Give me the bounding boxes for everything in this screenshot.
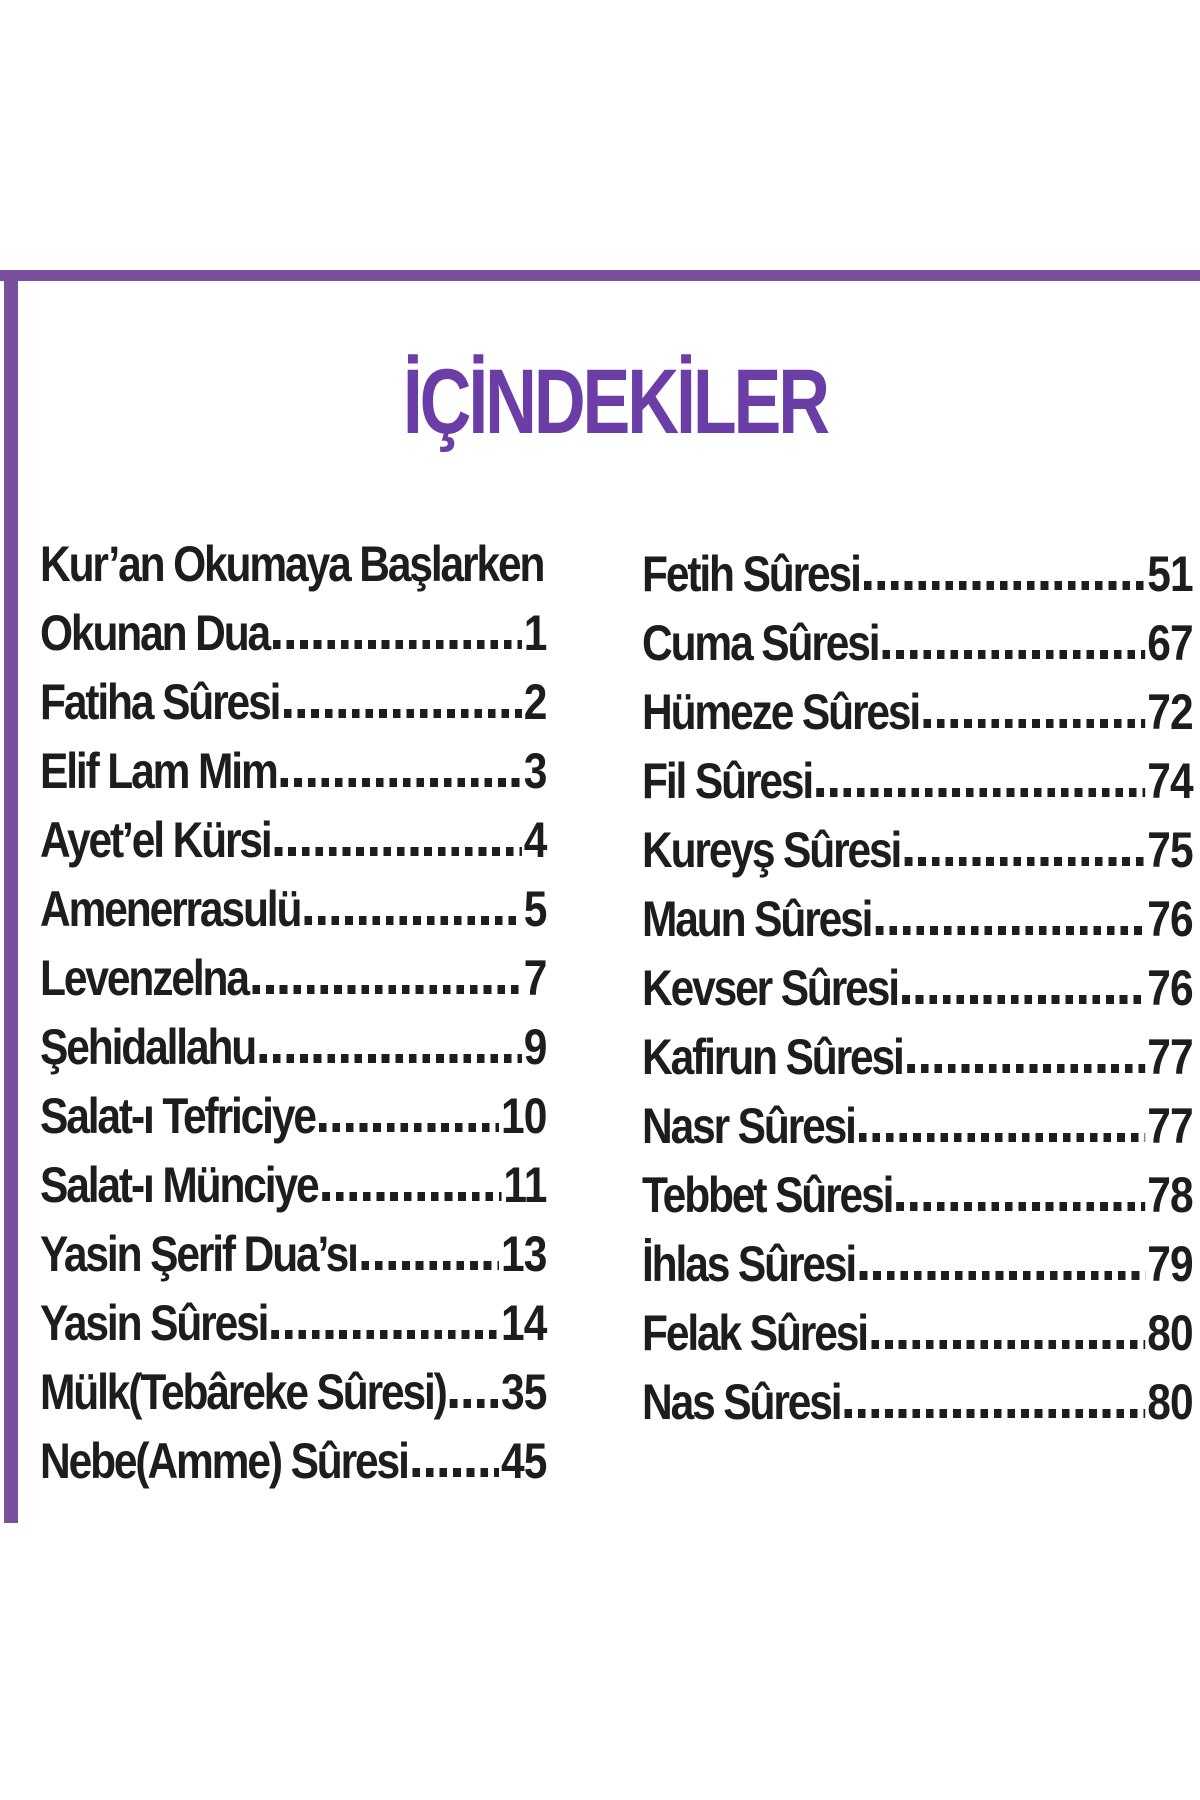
toc-entry-label: Okunan Dua — [40, 604, 270, 661]
toc-entry-dot-leader — [273, 640, 522, 649]
toc-entry — [40, 1145, 547, 1214]
toc-entry-page-number: 51 — [1147, 545, 1193, 602]
toc-entry — [642, 1362, 1193, 1431]
toc-entry-label: Hümeze Sûresi — [642, 683, 920, 740]
toc-entry — [642, 672, 1193, 741]
toc-entry — [40, 800, 547, 869]
toc-entry — [40, 1421, 547, 1490]
toc-entry — [642, 534, 1193, 603]
toc-entry-label: Tebbet Sûresi — [642, 1166, 893, 1223]
toc-entry — [40, 731, 547, 800]
toc-entry — [642, 741, 1193, 810]
toc-entry-page-number: 77 — [1147, 1097, 1193, 1154]
toc-entry-dot-leader — [871, 1340, 1145, 1349]
toc-entry — [40, 1214, 547, 1283]
toc-entry-label: Yasin Şerif Dua’sı — [40, 1225, 357, 1282]
toc-entry — [642, 1224, 1193, 1293]
toc-entry-page-number: 79 — [1147, 1235, 1193, 1292]
toc-entry-label: Levenzelna — [40, 949, 248, 1006]
toc-entry-dot-leader — [907, 1064, 1146, 1073]
toc-entry-dot-leader — [252, 985, 522, 994]
toc-entry-page-number: 4 — [523, 811, 547, 868]
toc-entry — [642, 1155, 1193, 1224]
toc-entry-label: Nas Sûresi — [642, 1373, 841, 1430]
toc-entry-dot-leader — [859, 1133, 1145, 1142]
toc-entry-label: Cuma Sûresi — [642, 614, 879, 671]
toc-entry-label: Fil Sûresi — [642, 752, 813, 809]
toc-entry-label: Felak Sûresi — [642, 1304, 867, 1361]
toc-entry-dot-leader — [859, 1271, 1145, 1280]
toc-entry-page-number: 45 — [501, 1432, 547, 1489]
toc-entry — [40, 662, 547, 731]
toc-entry-dot-leader — [883, 650, 1146, 659]
toc-entry — [40, 869, 547, 938]
toc-entry — [40, 1352, 547, 1421]
toc-entry-label: Salat-ı Münciye — [40, 1156, 318, 1213]
toc-entry-dot-leader — [275, 847, 522, 856]
toc-entry — [642, 603, 1193, 672]
toc-entry-page-number: 13 — [501, 1225, 547, 1282]
toc-entry-page-number: 10 — [501, 1087, 547, 1144]
toc-entry-label: Fetih Sûresi — [642, 545, 860, 602]
toc-left-column — [40, 524, 547, 1490]
toc-entry-dot-leader — [322, 1192, 502, 1201]
toc-entry-dot-leader — [259, 1054, 522, 1063]
toc-entry-dot-leader — [923, 719, 1145, 728]
toc-entry — [40, 1283, 547, 1352]
toc-entry-dot-leader — [284, 709, 523, 718]
toc-right-column — [642, 534, 1193, 1431]
toc-entry-dot-leader — [902, 995, 1145, 1004]
toc-entry-page-number: 76 — [1147, 890, 1193, 947]
toc-entry-page-number: 5 — [523, 880, 547, 937]
toc-entry-label: Elif Lam Mim — [40, 742, 277, 799]
toc-entry-label: Şehidallahu — [40, 1018, 256, 1075]
toc-entry — [642, 1086, 1193, 1155]
toc-entry-page-number: 2 — [523, 673, 547, 730]
toc-entry-label: Amenerrasulü — [40, 880, 301, 937]
toc-entry-label: Fatiha Sûresi — [40, 673, 280, 730]
toc-entry-page-number: 76 — [1147, 959, 1193, 1016]
toc-entry-label: Yasin Sûresi — [40, 1294, 268, 1351]
toc-entry-dot-leader — [361, 1261, 499, 1270]
toc-entry-page-number: 67 — [1147, 614, 1193, 671]
toc-entry-page-number: 74 — [1147, 752, 1193, 809]
toc-entry-page-number: 9 — [523, 1018, 547, 1075]
toc-entry-label: İhlas Sûresi — [642, 1235, 856, 1292]
toc-entry-dot-leader — [305, 916, 523, 925]
toc-entry — [642, 810, 1193, 879]
toc-entry — [642, 1017, 1193, 1086]
toc-entry-label: Kafirun Sûresi — [642, 1028, 903, 1085]
toc-entry-page-number: 75 — [1147, 821, 1193, 878]
toc-entry-dot-leader — [319, 1123, 499, 1132]
toc-entry-dot-leader — [272, 1330, 500, 1339]
toc-entry-page-number: 11 — [503, 1156, 547, 1213]
toc-entry-label: Maun Sûresi — [642, 890, 872, 947]
toc-entry-dot-leader — [845, 1409, 1146, 1418]
toc-entry-dot-leader — [897, 1202, 1146, 1211]
toc-entry-page-number: 78 — [1147, 1166, 1193, 1223]
toc-entry-label: Kureyş Sûresi — [642, 821, 901, 878]
toc-entry-page-number: 72 — [1147, 683, 1193, 740]
toc-entry-label: Nasr Sûresi — [642, 1097, 855, 1154]
toc-entry — [40, 593, 547, 662]
toc-entry-label: Nebe(Amme) Sûresi — [40, 1432, 408, 1489]
toc-entry-dot-leader — [281, 778, 522, 787]
toc-entry — [40, 938, 547, 1007]
toc-entry-page-number: 77 — [1147, 1028, 1193, 1085]
toc-entry-label: Kevser Sûresi — [642, 959, 898, 1016]
toc-entry-label: Ayet’el Kürsi — [40, 811, 271, 868]
toc-entry-page-number: 35 — [501, 1363, 547, 1420]
toc-entry-page-number: 1 — [523, 604, 547, 661]
toc-entry — [40, 524, 547, 593]
toc-entry-dot-leader — [412, 1468, 499, 1477]
toc-entry-dot-leader — [876, 926, 1146, 935]
toc-entry — [642, 948, 1193, 1017]
toc-entry-page-number: 80 — [1147, 1373, 1193, 1430]
toc-entry — [40, 1076, 547, 1145]
toc-entry-dot-leader — [450, 1399, 499, 1408]
toc-entry-label: Salat-ı Tefriciye — [40, 1087, 315, 1144]
toc-entry — [40, 1007, 547, 1076]
toc-entry-page-number: 14 — [501, 1294, 547, 1351]
toc-entry — [642, 879, 1193, 948]
toc-entry-label: Kur’an Okumaya Başlarken — [40, 535, 544, 592]
toc-entry-dot-leader — [904, 857, 1145, 866]
toc-entry-dot-leader — [864, 581, 1146, 590]
page-frame-top-border — [0, 270, 1200, 281]
toc-entry-page-number: 80 — [1147, 1304, 1193, 1361]
page-title-wrap — [40, 351, 1190, 453]
toc-entry-page-number: 3 — [523, 742, 547, 799]
toc-entry — [642, 1293, 1193, 1362]
page-title: İÇİNDEKİLER — [402, 351, 828, 453]
page-frame-left-border — [4, 270, 18, 1523]
toc-entry-label: Mülk(Tebâreke Sûresi) — [40, 1363, 446, 1420]
toc-entry-dot-leader — [816, 788, 1145, 797]
toc-entry-page-number: 7 — [523, 949, 547, 1006]
